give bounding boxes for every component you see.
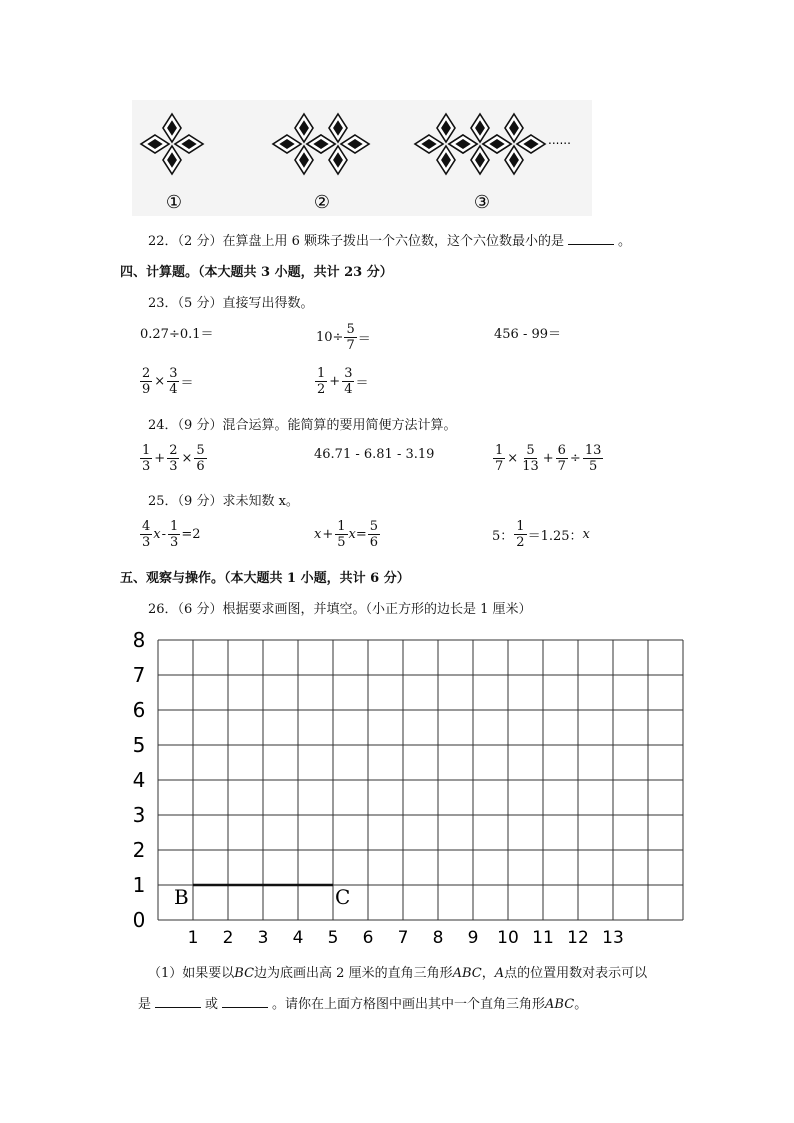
- figure-label-1: ①: [165, 192, 183, 213]
- q24-e3-frac-2: [520, 443, 541, 474]
- q26-sub2-b: 。请你在上面方格图中画出其中一个直角三角形: [272, 997, 546, 1012]
- q25-e1-d2: 3: [170, 535, 179, 550]
- q25-text: 求未知数 x。: [222, 494, 299, 509]
- x-axis-tick-label: 11: [532, 928, 554, 948]
- q23-e5-frac-2: [342, 366, 354, 397]
- q26-text: 根据要求画图，并填空。（小正方形的边长是 1 厘米）: [222, 602, 532, 617]
- q23-e4-num2: 3: [169, 366, 178, 381]
- q25-number: 25．: [148, 494, 178, 509]
- x-axis-tick-label: 10: [497, 928, 519, 948]
- q23-e4-post: ＝: [180, 376, 194, 391]
- figure-ellipsis: ......: [548, 133, 571, 147]
- q26-sub1-abc: ABC: [452, 966, 482, 981]
- x-axis-tick-label: 12: [567, 928, 589, 948]
- q24-e1-d3: 6: [196, 459, 205, 474]
- y-axis-tick-label: 4: [132, 768, 146, 792]
- figure-label-3: ③: [473, 192, 491, 213]
- q23-e4-frac-1: [140, 366, 152, 397]
- x-axis-tick-label: 6: [362, 928, 374, 948]
- q23-e5-num1: 1: [317, 366, 326, 381]
- y-axis-tick-label: 8: [132, 628, 146, 652]
- q24-e1-n3: 5: [196, 443, 205, 458]
- q25-e2-x1: x: [314, 527, 322, 542]
- q25-e2-op: +: [322, 527, 334, 542]
- q26-sub1-line2: [138, 993, 587, 1012]
- q25-e3-post: ＝1.25：: [527, 529, 583, 544]
- q23-e4-op: ×: [154, 374, 166, 389]
- point-b-label: B: [174, 885, 189, 909]
- q24-expr-3: [492, 443, 604, 474]
- q25-expr-2: [314, 519, 381, 550]
- q24-e3-frac-4: [583, 443, 604, 474]
- q25-e2-eq: =: [355, 527, 367, 542]
- q22-answer-blank[interactable]: [568, 232, 614, 245]
- q25-e1-x: x: [153, 527, 161, 542]
- q23-expr-2: [316, 322, 371, 353]
- q24-e1-frac-1: [140, 443, 152, 474]
- figure-label-2: ②: [313, 192, 331, 213]
- q26-sub1-c: ，: [481, 966, 495, 981]
- section-5-title: 五、观察与操作。（本大题共 1 小题，共计 6 分）: [120, 571, 410, 586]
- x-axis-tick-label: 1: [187, 928, 199, 948]
- x-axis-tick-label: 5: [327, 928, 339, 948]
- question-23: [148, 292, 313, 311]
- q23-e4-frac-2: [167, 366, 179, 397]
- q26-sub1-d: 点的位置用数对表示可以: [504, 966, 648, 981]
- q24-e1-op2: ×: [181, 451, 193, 466]
- q25-e3-num: 1: [516, 519, 525, 534]
- q24-e3-n2: 5: [526, 443, 535, 458]
- q25-e3-pre: 5：: [492, 529, 514, 544]
- q26-sub1-line1: [148, 962, 647, 981]
- coordinate-grid[interactable]: [128, 628, 690, 950]
- question-24: [148, 414, 456, 433]
- q24-e1-d2: 3: [169, 459, 178, 474]
- q25-e2-frac-2: [368, 519, 380, 550]
- q25-e2-d2: 6: [369, 535, 379, 550]
- q26-sub1-a: （1）如果要以: [148, 966, 235, 981]
- q24-e3-d4: 5: [588, 459, 598, 474]
- y-axis-tick-label: 6: [132, 698, 146, 722]
- q24-e1-op1: +: [154, 451, 166, 466]
- question-22: [148, 230, 631, 249]
- y-axis-tick-label: 7: [132, 663, 146, 687]
- question-26: [148, 598, 532, 617]
- q24-score: （9 分）: [177, 418, 223, 433]
- q25-score: （9 分）: [177, 494, 223, 509]
- q24-e1-d1: 3: [142, 459, 151, 474]
- q22-number: 22．: [148, 234, 178, 249]
- q25-e3-den: 2: [516, 535, 525, 550]
- q25-expr-3: [492, 519, 590, 550]
- q26-answer-blank-2[interactable]: [222, 995, 268, 1008]
- y-axis-tick-label: 1: [132, 873, 146, 897]
- q26-number: 26．: [148, 602, 178, 617]
- x-axis-tick-label: 13: [602, 928, 624, 948]
- q23-number: 23．: [148, 296, 178, 311]
- q23-text: 直接写出得数。: [222, 296, 314, 311]
- q24-e3-op3: ÷: [569, 451, 581, 466]
- q23-expr-4: [139, 366, 193, 397]
- y-axis-tick-label: 5: [132, 733, 146, 757]
- question-25: [148, 490, 299, 509]
- q25-e1-n2: 1: [170, 519, 179, 534]
- q23-expr-1: 0.27÷0.1＝: [140, 327, 214, 342]
- q25-e3-frac: [514, 519, 526, 550]
- q26-sub2-end: 。: [574, 997, 588, 1012]
- q24-e3-op2: +: [542, 451, 554, 466]
- q24-e3-op1: ×: [507, 451, 519, 466]
- q25-e1-n1: 4: [142, 519, 151, 534]
- q25-e1-frac-2: [168, 519, 180, 550]
- q24-e3-d1: 7: [495, 459, 504, 474]
- q24-e3-n1: 1: [495, 443, 504, 458]
- y-axis-tick-label: 0: [132, 908, 146, 932]
- q24-e3-d2: 13: [522, 459, 539, 474]
- q24-expr-1: [139, 443, 208, 474]
- q25-e1-d1: 3: [142, 535, 151, 550]
- x-axis-tick-label: 2: [222, 928, 234, 948]
- q24-e1-frac-3: [194, 443, 206, 474]
- q23-expr-5: [314, 366, 368, 397]
- q26-sub2-a: 是: [138, 997, 152, 1012]
- q24-e1-n1: 1: [142, 443, 151, 458]
- q23-e5-frac-1: [315, 366, 327, 397]
- q26-answer-blank-1[interactable]: [155, 995, 201, 1008]
- q23-e4-den1: 9: [142, 382, 151, 397]
- q26-score: （6 分）: [177, 602, 223, 617]
- q23-e2-num: 5: [346, 322, 355, 337]
- q24-e3-frac-1: [493, 443, 505, 474]
- q22-score: （2 分）: [177, 234, 223, 249]
- y-axis-tick-label: 3: [132, 803, 146, 827]
- q25-e2-d1: 5: [337, 535, 346, 550]
- q23-e4-num1: 2: [142, 366, 151, 381]
- x-axis-tick-label: 3: [257, 928, 269, 948]
- q26-sub1-point-a: A: [494, 966, 505, 981]
- q23-e2-den: 7: [346, 338, 355, 353]
- grid-lines: [158, 640, 683, 920]
- q22-text: 在算盘上用 6 颗珠子拨出一个六位数，这个六位数最小的是: [222, 234, 564, 249]
- x-axis-tick-label: 7: [397, 928, 409, 948]
- figure-background: [132, 100, 592, 216]
- q26-sub1-bc: BC: [234, 966, 255, 981]
- q23-e2-pre: 10÷: [316, 330, 344, 345]
- q25-e2-n2: 5: [369, 519, 379, 534]
- q24-e3-d3: 7: [557, 459, 566, 474]
- q23-e5-post: ＝: [355, 376, 369, 391]
- q23-e2-fraction: [344, 322, 356, 353]
- q26-sub1-b: 边为底画出高 2 厘米的直角三角形: [254, 966, 453, 981]
- q23-e4-den2: 4: [169, 382, 178, 397]
- q24-expr-2: 46.71 - 6.81 - 3.19: [314, 447, 435, 462]
- q25-e2-frac-1: [335, 519, 347, 550]
- point-c-label: C: [335, 885, 351, 909]
- q23-e5-num2: 3: [344, 366, 353, 381]
- q23-expr-3: 456 - 99＝: [494, 327, 562, 342]
- q25-e1-frac-1: [140, 519, 152, 550]
- q23-e5-den1: 2: [317, 382, 326, 397]
- q23-e5-den2: 4: [344, 382, 353, 397]
- grid-labels: [133, 628, 624, 948]
- q22-end: 。: [618, 234, 632, 249]
- q24-e3-frac-3: [556, 443, 568, 474]
- q24-text: 混合运算。能简算的要用简便方法计算。: [222, 418, 457, 433]
- q24-e3-n3: 6: [557, 443, 566, 458]
- y-axis-tick-label: 2: [132, 838, 146, 862]
- x-axis-tick-label: 8: [432, 928, 444, 948]
- q26-sub2-or: 或: [205, 997, 219, 1012]
- section-4-title: 四、计算题。（本大题共 3 小题，共计 23 分）: [120, 265, 393, 280]
- q24-e1-n2: 2: [169, 443, 178, 458]
- q23-e2-post: ＝: [357, 332, 371, 347]
- diamond-pattern-figure: [132, 100, 592, 216]
- q24-number: 24．: [148, 418, 178, 433]
- q24-e3-n4: 13: [584, 443, 602, 458]
- q25-e3-x: x: [582, 527, 590, 542]
- q25-e1-op: -: [161, 527, 167, 542]
- q26-sub2-abc: ABC: [545, 997, 575, 1012]
- q23-e5-op: +: [329, 374, 341, 389]
- q25-e1-post: =2: [181, 527, 201, 542]
- q25-expr-1: [139, 519, 200, 550]
- x-axis-tick-label: 9: [467, 928, 479, 948]
- q24-e1-frac-2: [167, 443, 179, 474]
- q25-e2-n1: 1: [337, 519, 346, 534]
- q25-e2-x2: x: [348, 527, 356, 542]
- q23-score: （5 分）: [177, 296, 223, 311]
- x-axis-tick-label: 4: [292, 928, 304, 948]
